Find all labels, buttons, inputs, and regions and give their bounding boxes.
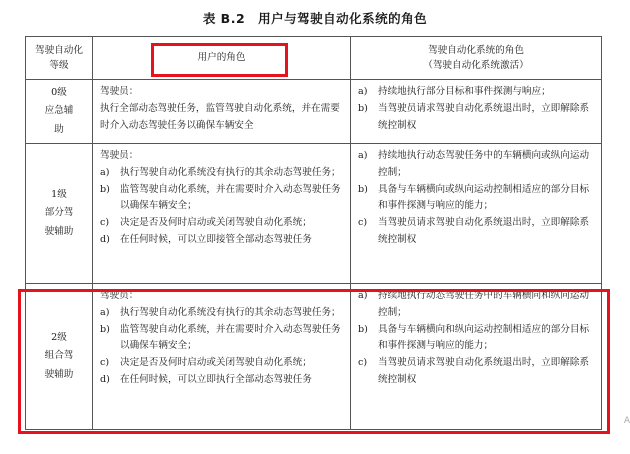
user-role-cell (93, 284, 351, 430)
user-role-lead: 驾驶员： (100, 290, 139, 301)
list-item-text: 持续地执行部分目标和事件探测与响应； (378, 86, 551, 97)
list-item-text: 决定是否及何时启动或关闭驾驶自动化系统； (120, 217, 312, 229)
level-number: 2级 (51, 332, 67, 344)
list-item-text: 执行全部动态驾驶任务，监管驾驶自动化系统，并在需要时介入动态驾驶任务以确保车辆安全 (100, 102, 340, 131)
list-marker: b) (358, 102, 368, 114)
list-marker: c) (358, 357, 368, 369)
list-item-text: 持续地执行动态驾驶任务中的车辆横向和纵向运动控制； (378, 290, 590, 318)
list-marker: a) (100, 306, 110, 318)
list-item-text: 具备与车辆横向或纵向运动控制相适应的部分目标和事件探测与响应的能力； (378, 183, 590, 212)
header-level (26, 37, 93, 80)
list-item (100, 355, 344, 372)
list-item-text: 具备与车辆横向和纵向运动控制相适应的部分目标和事件探测与响应的能力； (378, 323, 590, 352)
list-item-text: 监管驾驶自动化系统，并在需要时介入动态驾驶任务以确保车辆安全； (120, 183, 341, 212)
list-item-text: 当驾驶员请求驾驶自动化系统退出时，立即解除系统控制权 (378, 357, 590, 385)
list-marker: c) (100, 217, 110, 229)
table-row (26, 80, 602, 144)
list-item-text: 当驾驶员请求驾驶自动化系统退出时，立即解除系统控制权 (378, 217, 590, 245)
level-cell (26, 144, 93, 284)
list-item-text: 执行驾驶自动化系统没有执行的其余动态驾驶任务； (120, 306, 341, 318)
list-marker: a) (358, 86, 368, 97)
system-role-cell (351, 144, 602, 284)
user-role-cell (93, 80, 351, 144)
table-row (26, 144, 602, 284)
list-item-text: 监管驾驶自动化系统，并在需要时介入动态驾驶任务以确保车辆安全； (120, 323, 341, 352)
list-item (100, 372, 344, 389)
list-item (358, 148, 595, 182)
list-item (100, 165, 344, 182)
list-item-text: 当驾驶员请求驾驶自动化系统退出时，立即解除系统控制权 (378, 102, 590, 131)
list-marker: b) (100, 183, 110, 195)
header-user-role (93, 37, 351, 80)
header-system-label: 驾驶自动化系统的角色 (428, 44, 524, 56)
list-item-text: 执行驾驶自动化系统没有执行的其余动态驾驶任务； (120, 166, 341, 178)
level-number: 0级 (51, 87, 67, 99)
list-item (358, 84, 595, 101)
list-item (358, 288, 595, 322)
list-item (100, 232, 344, 249)
list-marker: a) (358, 150, 368, 161)
list-marker: d) (100, 373, 110, 385)
list-item-text: 在任何时候，可以立即执行全部动态驾驶任务 (120, 373, 312, 385)
list-marker: b) (358, 323, 368, 335)
system-role-cell (351, 284, 602, 430)
roles-table (25, 36, 602, 430)
level-number: 1级 (51, 189, 67, 201)
list-marker: a) (100, 166, 110, 178)
edge-fragment-text: A (623, 416, 630, 426)
list-item-text: 在任何时候，可以立即接管全部动态驾驶任务 (120, 233, 312, 245)
list-item (358, 101, 595, 135)
list-marker: d) (100, 233, 110, 245)
list-marker: b) (100, 323, 110, 335)
list-item (100, 322, 344, 356)
level-name: 组合驾驶辅助 (44, 350, 74, 380)
level-cell (26, 80, 93, 144)
header-level-label: 驾驶自动化等级 (35, 44, 83, 71)
list-item (358, 182, 595, 216)
list-item (100, 101, 344, 135)
level-name: 应急辅助 (44, 105, 74, 135)
list-item (358, 355, 595, 389)
list-marker: c) (358, 217, 368, 229)
list-marker: c) (100, 357, 110, 369)
list-item (358, 215, 595, 249)
system-role-cell (351, 80, 602, 144)
header-system-note: （驾驶自动化系统激活） (423, 60, 529, 71)
list-item (100, 215, 344, 232)
list-item (358, 322, 595, 356)
level-name: 部分驾驶辅助 (44, 207, 74, 237)
list-item (100, 305, 344, 322)
header-user-label: 用户的角色 (197, 52, 246, 64)
list-marker: a) (358, 290, 368, 301)
header-system-role (351, 37, 602, 80)
list-item (100, 182, 344, 216)
table-row (26, 284, 602, 430)
user-role-cell (93, 144, 351, 284)
header-row (26, 37, 602, 80)
table-title: 表 B.2 用户与驾驶自动化系统的角色 (202, 11, 428, 26)
user-role-lead: 驾驶员： (100, 150, 139, 161)
level-cell (26, 284, 93, 430)
list-item-text: 决定是否及何时启动或关闭驾驶自动化系统； (120, 357, 312, 369)
list-marker: b) (358, 183, 368, 195)
user-role-lead: 驾驶员： (100, 86, 139, 97)
list-item-text: 持续地执行动态驾驶任务中的车辆横向或纵向运动控制； (378, 150, 590, 178)
